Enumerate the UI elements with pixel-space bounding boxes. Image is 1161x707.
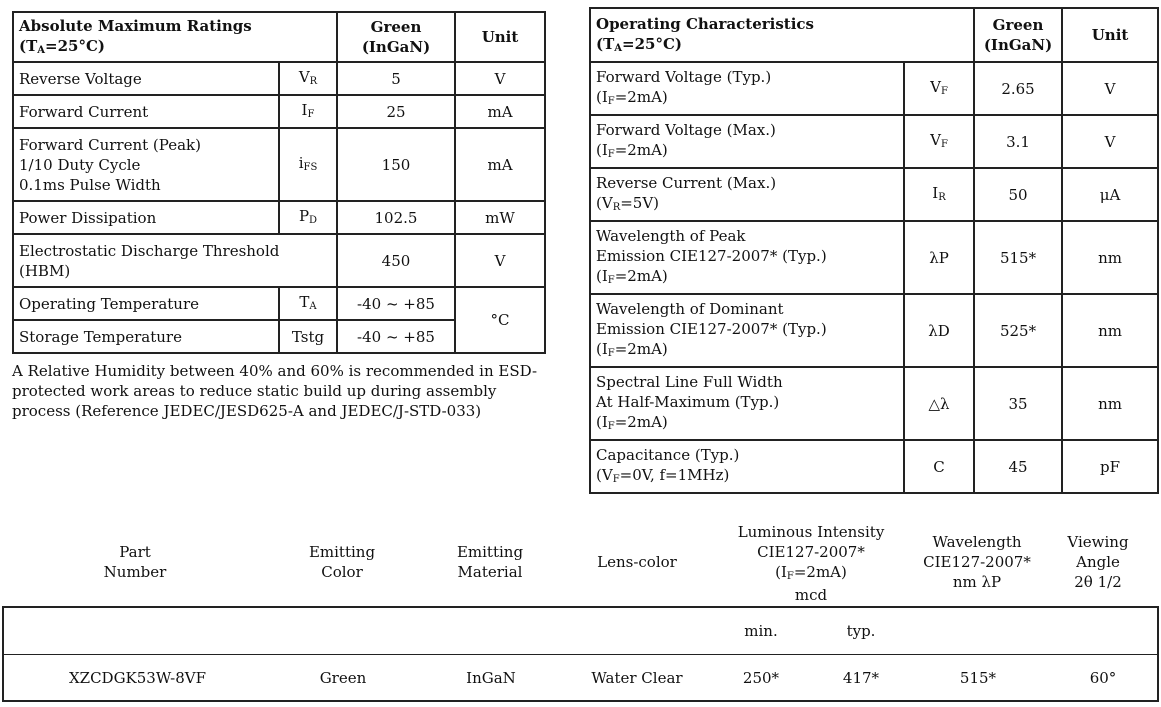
symbol: TA	[279, 287, 337, 320]
humidity-note: A Relative Humidity between 40% and 60% is recommended in ESD-protected work areas to reduce static build up during assembly process (Reference JEDEC/JESD625-A and JEDEC/J-STD-033)	[12, 362, 538, 420]
symbol: IR	[904, 168, 974, 221]
param-label: Forward Current (Peak) 1/10 Duty Cycle 0.1ms Pulse Width	[13, 128, 279, 201]
symbol: iFS	[279, 128, 337, 201]
part-table-header	[0, 520, 1161, 608]
unit: nm	[1062, 221, 1158, 294]
value: 5	[337, 62, 455, 95]
header-luminous-intensity: Luminous Intensity CIE127-2007* (IF=2mA) mcd	[737, 523, 885, 604]
value: 102.5	[337, 201, 455, 234]
value: 150	[337, 128, 455, 201]
value: -40 ~ +85	[337, 320, 455, 353]
unit: mW	[455, 201, 545, 234]
table-row	[13, 128, 545, 201]
header-viewing-angle: Viewing Angle 2θ 1/2	[1067, 533, 1129, 591]
param-label: Forward Voltage (Max.) (IF=2mA)	[590, 115, 904, 168]
lens-color: Water Clear	[567, 655, 707, 702]
value: 450	[337, 234, 455, 287]
symbol: C	[904, 440, 974, 493]
header-wavelength: Wavelength CIE127-2007* nm λP	[923, 533, 1031, 591]
param-label: Reverse Voltage	[13, 62, 279, 95]
emitting-color: Green	[271, 655, 415, 702]
part-subheader-row	[3, 607, 1158, 655]
symbol: PD	[279, 201, 337, 234]
luminous-min: 250*	[707, 655, 815, 702]
param-label: Electrostatic Discharge Threshold (HBM)	[13, 234, 337, 287]
unit: nm	[1062, 367, 1158, 440]
unit: pF	[1062, 440, 1158, 493]
param-label: Operating Temperature	[13, 287, 279, 320]
table-row	[13, 62, 545, 95]
absolute-maximum-ratings-table	[12, 11, 546, 354]
table-row	[590, 168, 1158, 221]
luminous-typ: 417*	[815, 655, 907, 702]
value: 45	[974, 440, 1062, 493]
symbol: λP	[904, 221, 974, 294]
emitting-material: InGaN	[415, 655, 567, 702]
table-row	[590, 294, 1158, 367]
unit: V	[455, 234, 545, 287]
table-row	[13, 234, 545, 287]
table-row	[590, 62, 1158, 115]
value: 515*	[974, 221, 1062, 294]
header-emitting-color: Emitting Color	[308, 543, 376, 581]
subheader-min: min.	[707, 607, 815, 655]
symbol: VR	[279, 62, 337, 95]
value: 2.65	[974, 62, 1062, 115]
unit: V	[1062, 62, 1158, 115]
table-row	[3, 655, 1158, 702]
table-row	[590, 367, 1158, 440]
part-table	[2, 606, 1159, 702]
symbol: VF	[904, 115, 974, 168]
unit: nm	[1062, 294, 1158, 367]
param-label: Wavelength of Dominant Emission CIE127-2007* (Typ.) (IF=2mA)	[590, 294, 904, 367]
oc-condition: (TA=25°C)	[596, 34, 683, 54]
value: 50	[974, 168, 1062, 221]
table-row	[590, 115, 1158, 168]
param-label: Reverse Current (Max.) (VR=5V)	[590, 168, 904, 221]
amr-title-cell	[13, 12, 337, 62]
unit: mA	[455, 95, 545, 128]
table-row	[590, 221, 1158, 294]
symbol: Tstg	[279, 320, 337, 353]
header-lens-color: Lens-color	[597, 553, 677, 571]
symbol: VF	[904, 62, 974, 115]
unit: mA	[455, 128, 545, 201]
subheader-typ: typ.	[815, 607, 907, 655]
param-label: Wavelength of Peak Emission CIE127-2007* (Typ.) (IF=2mA)	[590, 221, 904, 294]
value: 3.1	[974, 115, 1062, 168]
part-number: XZCDGK53W-8VF	[3, 655, 271, 702]
param-label: Forward Current	[13, 95, 279, 128]
oc-col-green: Green (InGaN)	[974, 8, 1062, 62]
param-label: Spectral Line Full Width At Half-Maximum (Typ.) (IF=2mA)	[590, 367, 904, 440]
unit: μA	[1062, 168, 1158, 221]
symbol: △λ	[904, 367, 974, 440]
amr-condition: (TA=25°C)	[19, 36, 106, 56]
symbol: λD	[904, 294, 974, 367]
param-label: Storage Temperature	[13, 320, 279, 353]
unit: V	[1062, 115, 1158, 168]
table-row	[13, 95, 545, 128]
param-label: Capacitance (Typ.) (VF=0V, f=1MHz)	[590, 440, 904, 493]
param-label: Power Dissipation	[13, 201, 279, 234]
oc-title: Operating Characteristics	[596, 14, 815, 33]
header-emitting-material: Emitting Material	[456, 543, 524, 581]
table-row	[13, 287, 545, 320]
unit: V	[455, 62, 545, 95]
viewing-angle: 60°	[1049, 655, 1158, 702]
table-row	[590, 440, 1158, 493]
table-row	[13, 201, 545, 234]
amr-col-green: Green (InGaN)	[337, 12, 455, 62]
value: 25	[337, 95, 455, 128]
value: 35	[974, 367, 1062, 440]
symbol: IF	[279, 95, 337, 128]
operating-characteristics-table	[589, 7, 1159, 494]
param-label: Forward Voltage (Typ.) (IF=2mA)	[590, 62, 904, 115]
wavelength: 515*	[907, 655, 1049, 702]
unit: °C	[455, 287, 545, 353]
header-part-number: Part Number	[103, 543, 167, 581]
amr-title: Absolute Maximum Ratings	[19, 16, 252, 35]
amr-col-unit: Unit	[455, 12, 545, 62]
oc-col-unit: Unit	[1062, 8, 1158, 62]
oc-title-cell	[590, 8, 974, 62]
value: -40 ~ +85	[337, 287, 455, 320]
value: 525*	[974, 294, 1062, 367]
